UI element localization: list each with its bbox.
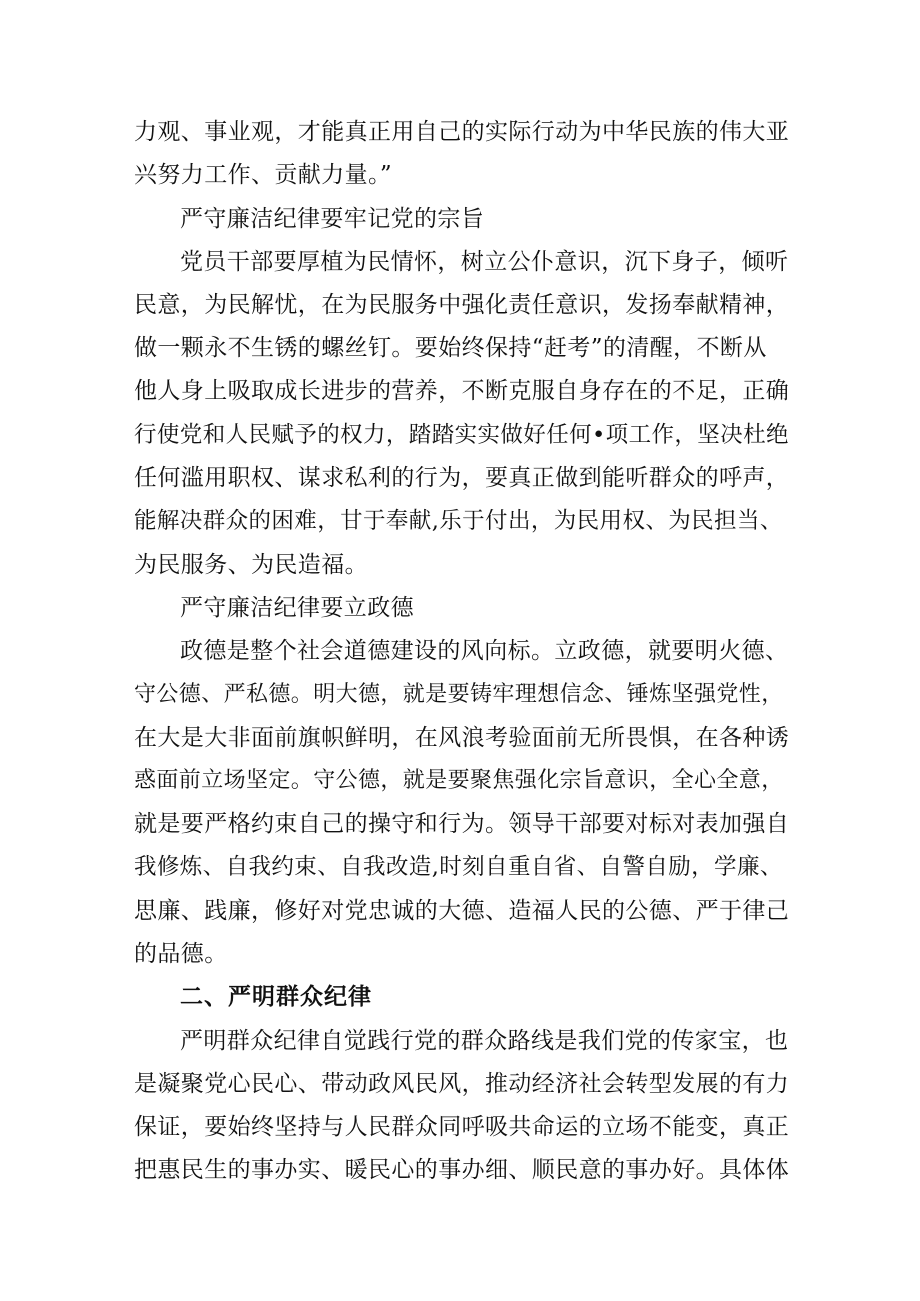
text-line: 兴努力工作、贡献力量。” (134, 162, 393, 188)
text-line: 是凝聚党心民心、带动政风民风，推动经济社会转型发展的有力 (134, 1071, 790, 1097)
paragraph-first-line: 党员干部要厚植为民情怀，树立公仆意识，沉下身子，倾听 (180, 249, 789, 275)
text-line: 能解决群众的困难，甘于奉献,乐于付出，为民用权、为民担当、 (134, 508, 783, 534)
text-line: 任何滥用职权、谋求私利的行为，要真正做到能听群众的呼声， (134, 465, 790, 491)
text-line: 我修炼、自我约束、自我改造,时刻自重自省、自警自励，学廉、 (134, 854, 783, 880)
paragraph-first-line: 严明群众纪律自觉践行党的群众路线是我们党的传家宝，也 (180, 1028, 789, 1054)
text-line: 的品德。 (134, 941, 228, 967)
text-line: 就是要严格约束自己的操守和行为。领导干部要对标对表加强自 (134, 811, 790, 837)
chapter-heading: 二、严明群众纪律 (180, 984, 372, 1010)
text-line: 保证，要始终坚持与人民群众同呼吸共命运的立场不能变，真正 (134, 1114, 790, 1140)
paragraph-first-line: 政德是整个社会道德建设的风向标。立政德，就要明火德、 (180, 638, 789, 664)
text-line: 把惠民生的事办实、暖民心的事办细、顺民意的事办好。具体体 (134, 1157, 790, 1183)
text-line: 思廉、践廉，修好对党忠诚的大德、造福人民的公德、严于律己 (134, 898, 790, 924)
text-line: 民意，为民解忧，在为民服务中强化责任意识，发扬奉献精神， (134, 292, 790, 318)
section-heading: 严守廉洁纪律要立政德 (180, 595, 414, 621)
text-line: 力观、事业观，才能真正用自己的实际行动为中华民族的伟大亚 (134, 119, 790, 145)
text-line: 为民服务、为民造福。 (134, 552, 368, 578)
text-line: 做一颗永不生锈的螺丝钉。要始终保持“赶考”的清醒，不断从 (134, 335, 767, 361)
text-line: 在大是大非面前旗帜鲜明，在风浪考验面前无所畏惧，在各种诱 (134, 725, 790, 751)
section-heading: 严守廉洁纪律要牢记党的宗旨 (180, 206, 485, 232)
text-line: 惑面前立场坚定。守公德，就是要聚焦强化宗旨意识，全心全意， (134, 768, 784, 793)
text-line: 行使党和人民赋予的权力，踏踏实实做好任何•项工作，坚决杜绝 (134, 422, 789, 448)
text-line: 守公德、严私德。明大德，就是要铸牢理想信念、锤炼坚强党性， (134, 682, 784, 707)
text-line: 他人身上吸取成长进步的营养，不断克服自身存在的不足，正确 (134, 378, 790, 404)
